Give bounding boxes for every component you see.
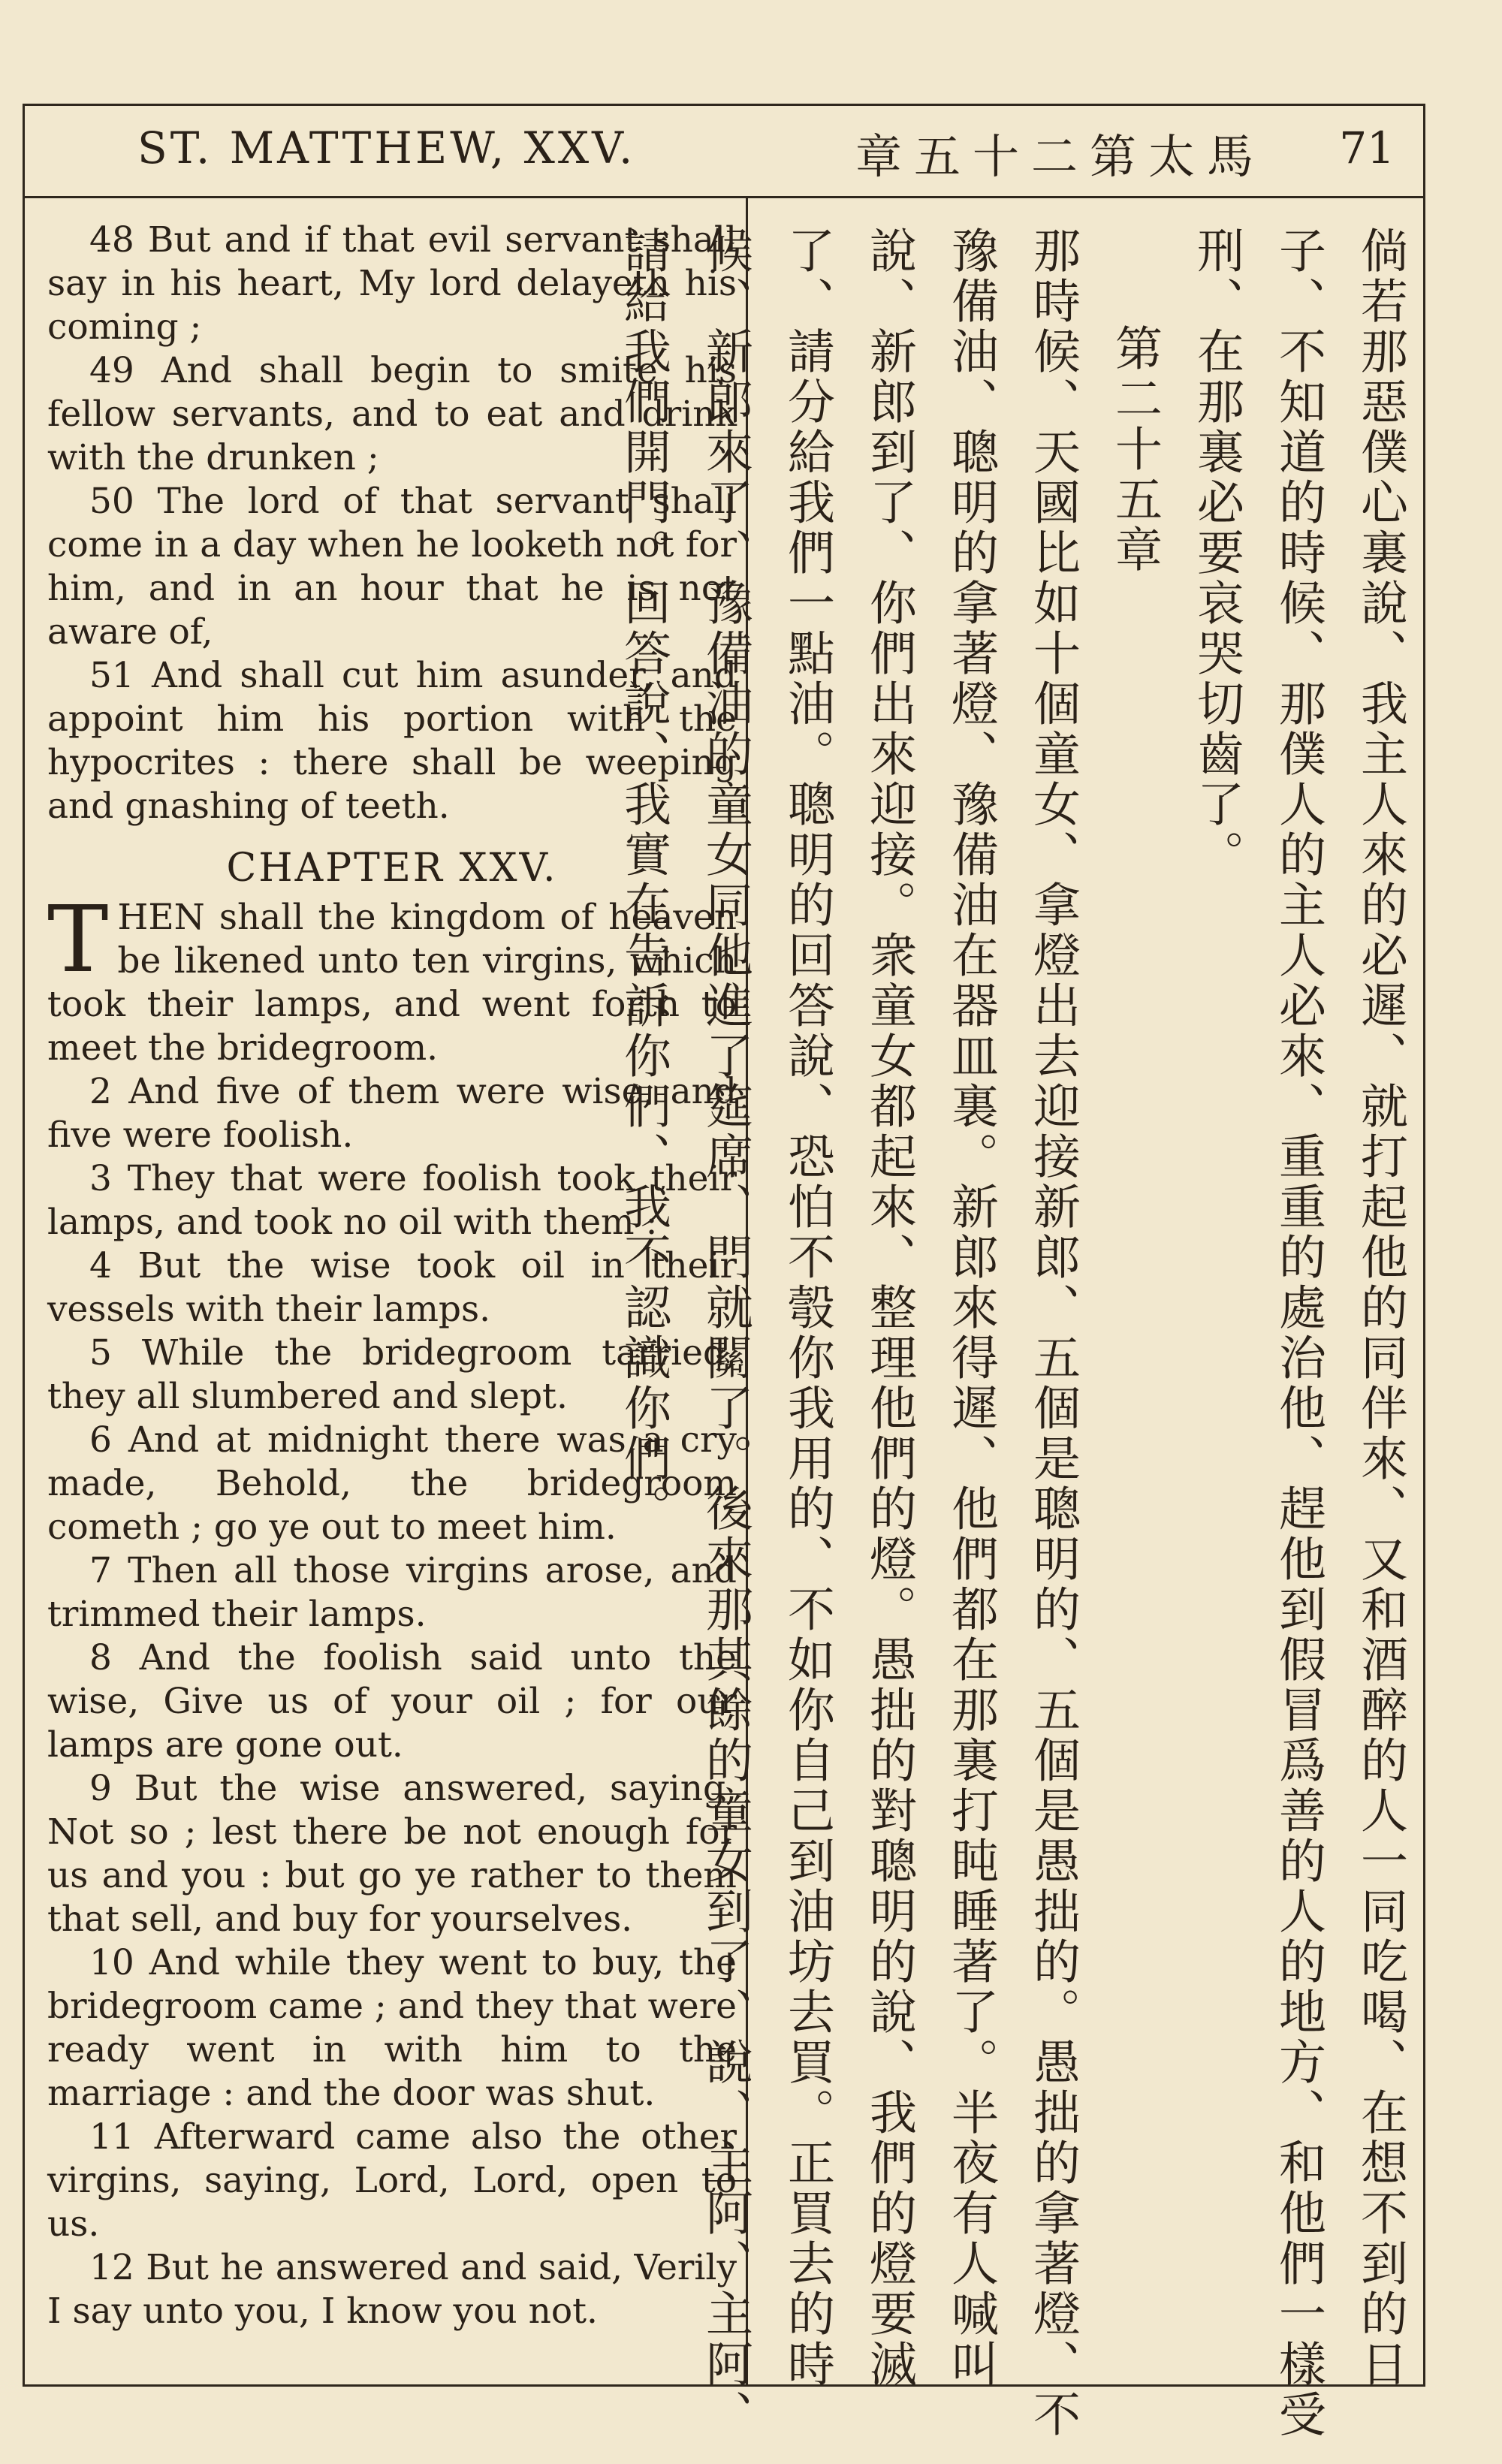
verse-9: 9 But the wise answered, saying, Not so ; lest there be not enough for us and you : but go ye rather to them that sell, and buy for yourselves. xyxy=(47,1768,737,1940)
chinese-verses-48-51: 倘若那惡僕心裏說、我主人來的必遲、就打起他的同伴來、又和酒醉的人一同吃喝、在想不到的日子、不知道的時候、那僕人的主人必來、重重的處治他、趕他到假冒爲善的人的地方、和他們一樣受刑、在那裏必要哀哭切齒了。 xyxy=(1190,226,1408,2440)
running-header xyxy=(25,106,1423,198)
verse-3: 3 They that were foolish took their lamps, and took no oil with them : xyxy=(47,1158,737,1243)
verse-12: 12 But he answered and said, Verily I say unto you, I know you not. xyxy=(47,2247,737,2332)
verse-11: 11 Afterward came also the other virgins, saying, Lord, Lord, open to us. xyxy=(47,2116,737,2245)
verse-48: 48 But and if that evil servant shall say in his heart, My lord delayeth his coming ; xyxy=(47,219,737,348)
header-english-title: ST. MATTHEW, XXV. xyxy=(137,122,636,173)
chapter-heading: CHAPTER XXV. xyxy=(226,846,558,891)
header-chinese-title: 章五十二第太馬 xyxy=(855,129,1265,184)
page-number: 71 xyxy=(1339,122,1395,173)
drop-cap: T xyxy=(47,886,109,993)
verse-1-text: HEN shall the kingdom of heaven be likened unto ten virgins, which took their lamps, and went forth to meet the bridegroom. xyxy=(47,897,737,1069)
verse-50: 50 The lord of that servant shall come in a day when he looketh not for him, and in an hour that he is not aware of, xyxy=(47,481,737,653)
verse-51: 51 And shall cut him asunder, and appoint him his portion with the hypocrites : there shall be weeping and gnashing of teeth. xyxy=(47,655,737,827)
verse-6: 6 And at midnight there was a cry made, Behold, the bridegroom cometh ; go ye out to meet him. xyxy=(47,1419,737,1548)
page-frame xyxy=(23,104,1425,2440)
verse-2: 2 And five of them were wise, and five were foolish. xyxy=(47,1071,737,1156)
verse-4: 4 But the wise took oil in their vessels with their lamps. xyxy=(47,1245,737,1330)
verse-8: 8 And the foolish said unto the wise, Give us of your oil ; for our lamps are gone out. xyxy=(47,1637,737,1766)
verse-5: 5 While the bridegroom tarried, they all slumbered and slept. xyxy=(47,1332,737,1417)
chinese-column xyxy=(617,226,1422,2464)
verse-10: 10 And while they went to buy, the bridegroom came ; and they that were ready went in with him to the marriage : and the door was shut. xyxy=(47,1942,737,2114)
verse-7: 7 Then all those virgins arose, and trimmed their lamps. xyxy=(47,1550,737,1635)
chinese-chapter-heading: 第二十五章 xyxy=(1108,324,1163,575)
verse-49: 49 And shall begin to smite his fellow servants, and to eat and drink with the drunken ; xyxy=(47,350,737,478)
chinese-verses-1-12: 那時候、天國比如十個童女、拿燈出去迎接新郎、五個是聰明的、五個是愚拙的。愚拙的拿著燈、不豫備油、聰明的拿著燈、豫備油在器皿裏。新郎來得遲、他們都在那裏打盹睡著了。半夜有人喊叫說、新郎到了、你們出來迎接。衆童女都起來、整理他們的燈。愚拙的對聰明的說、我們的燈要滅了、請分給我們一點油。聰明的回答說、恐怕不彀你我用的、不如你自己到油坊去買。正買去的時候、新郎來了、豫備油的童女同他進了筵席、門就關了。後來那其餘的童女到了、說、主阿、主阿、請給我們開門。回答說、我實在告訴你們、我不認識你們。 xyxy=(617,226,1081,2440)
